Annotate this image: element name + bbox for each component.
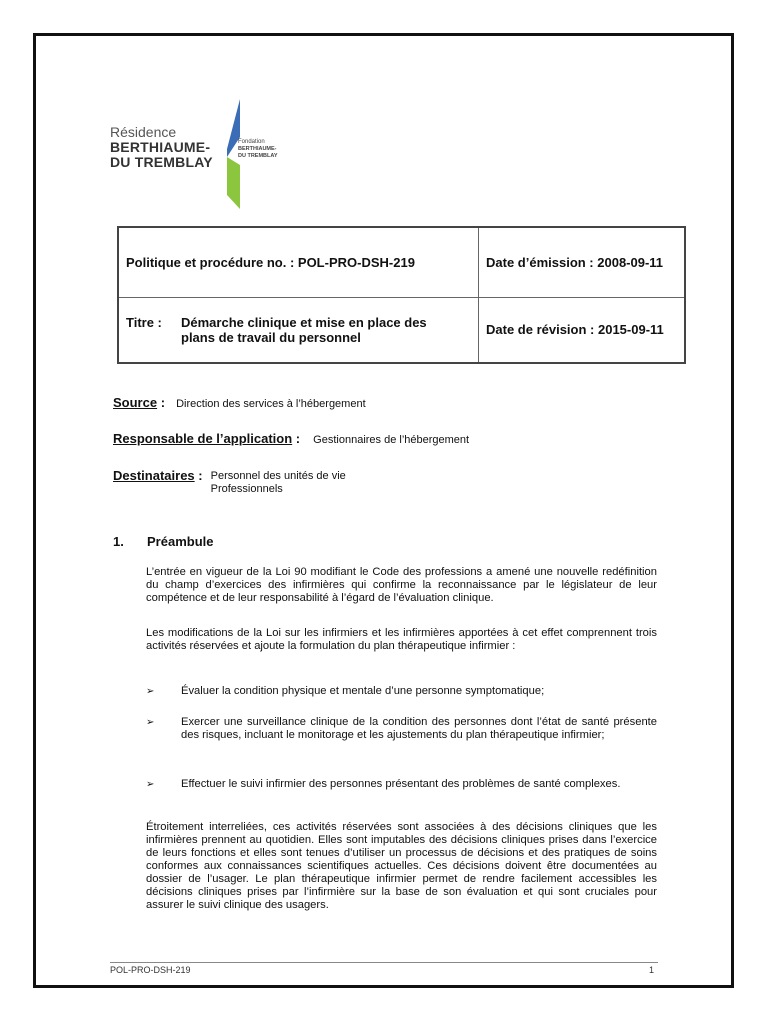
title-label: Titre : bbox=[126, 314, 162, 330]
policy-number: Politique et procédure no. : POL-PRO-DSH-219 bbox=[126, 254, 415, 270]
arrow-bullet-icon: ➢ bbox=[146, 717, 155, 728]
source-colon: : bbox=[157, 395, 166, 410]
logo-fondation-word: Fondation bbox=[238, 139, 265, 145]
section-title: Préambule bbox=[147, 534, 214, 549]
list-item bbox=[146, 778, 657, 791]
source-label: Source bbox=[113, 395, 158, 410]
logo-name-line1: BERTHIAUME- bbox=[110, 139, 211, 155]
destinataires-line bbox=[113, 468, 346, 496]
title-cell bbox=[118, 297, 479, 363]
revision-date-cell bbox=[479, 297, 686, 363]
source-value: Direction des services à l’hébergement bbox=[176, 398, 366, 410]
paragraph-2: Les modifications de la Loi sur les infirmiers et les infirmières apportées à cet effet comprennent trois activités réservées et ajoute la formulation du plan thérapeutique infirmier : bbox=[146, 627, 657, 652]
source-line bbox=[113, 395, 366, 410]
list-item-text: Effectuer le suivi infirmier des personnes présentant des problèmes de santé complexes. bbox=[181, 778, 621, 790]
list-item-text: Exercer une surveillance clinique de la condition des personnes dont l’état de santé présente des risques, incluant le monitorage et les ajustements du plan thérapeutique infirmier; bbox=[181, 716, 657, 741]
destinataires-values bbox=[211, 470, 346, 496]
logo-residence bbox=[110, 125, 220, 170]
footer-code: POL-PRO-DSH-219 bbox=[110, 965, 191, 975]
responsable-line bbox=[113, 431, 469, 446]
footer-divider bbox=[110, 962, 658, 963]
page-number: 1 bbox=[649, 965, 655, 975]
responsable-colon: : bbox=[292, 431, 301, 446]
list-item-text: Évaluer la condition physique et mentale d’une personne symptomatique; bbox=[181, 685, 545, 697]
title-line1: Démarche clinique et mise en place des bbox=[181, 314, 427, 330]
paragraph-3: Étroitement interreliées, ces activités réservées sont associées à des décisions cliniques que les infirmières prennent au quotidien. Elles sont imputables des décisions cliniques prises dans l’exercice de leurs fonctions et elles sont tenues d’utiliser un processus de décisions et des pratiques de soins conformes aux connaissances scientifiques actuelles. Ces décisions doivent être documentées au dossier de l’usager. Le plan thérapeutique infirmier permet de rendre facilement accessibles les décisions cliniques prises par l’infirmière sur la base de son évaluation et qui sont cruciales pour assurer le suivi clinique des usagers. bbox=[146, 821, 657, 911]
logo-fondation bbox=[238, 139, 278, 160]
logo-fondation-line1: BERTHIAUME- bbox=[238, 146, 277, 152]
list-item bbox=[146, 685, 657, 698]
logo-name-line2: DU TREMBLAY bbox=[110, 154, 213, 170]
emission-date: Date d’émission : 2008-09-11 bbox=[486, 254, 664, 270]
section-heading bbox=[113, 534, 213, 549]
destinataires-colon: : bbox=[194, 468, 203, 483]
arrow-bullet-icon: ➢ bbox=[146, 779, 155, 790]
logo-residence-word: Résidence bbox=[110, 124, 177, 140]
logo-fondation-line2: DU TREMBLAY bbox=[238, 153, 278, 159]
emission-date-cell bbox=[479, 227, 686, 297]
list-item bbox=[146, 716, 657, 742]
destinataires-label: Destinataires bbox=[113, 468, 195, 483]
logo bbox=[110, 95, 310, 210]
section-number: 1. bbox=[113, 534, 124, 549]
responsable-value: Gestionnaires de l’hébergement bbox=[313, 434, 470, 446]
paragraph-1: L’entrée en vigueur de la Loi 90 modifiant le Code des professions a amené une nouvelle redéfinition du champ d’exercices des infirmières qui confirme la reconnaissance par le législateur de leur compétence et de leur responsabilité à l’égard de l’évaluation clinique. bbox=[146, 566, 657, 604]
policy-number-cell bbox=[118, 227, 479, 297]
responsable-label: Responsable de l’application bbox=[113, 431, 293, 446]
destinataires-value2: Professionnels bbox=[210, 483, 283, 495]
title-line2: plans de travail du personnel bbox=[181, 329, 361, 345]
policy-header-table bbox=[117, 226, 686, 364]
arrow-bullet-icon: ➢ bbox=[146, 686, 155, 697]
destinataires-value1: Personnel des unités de vie bbox=[210, 470, 346, 482]
revision-date: Date de révision : 2015-09-11 bbox=[486, 322, 664, 338]
